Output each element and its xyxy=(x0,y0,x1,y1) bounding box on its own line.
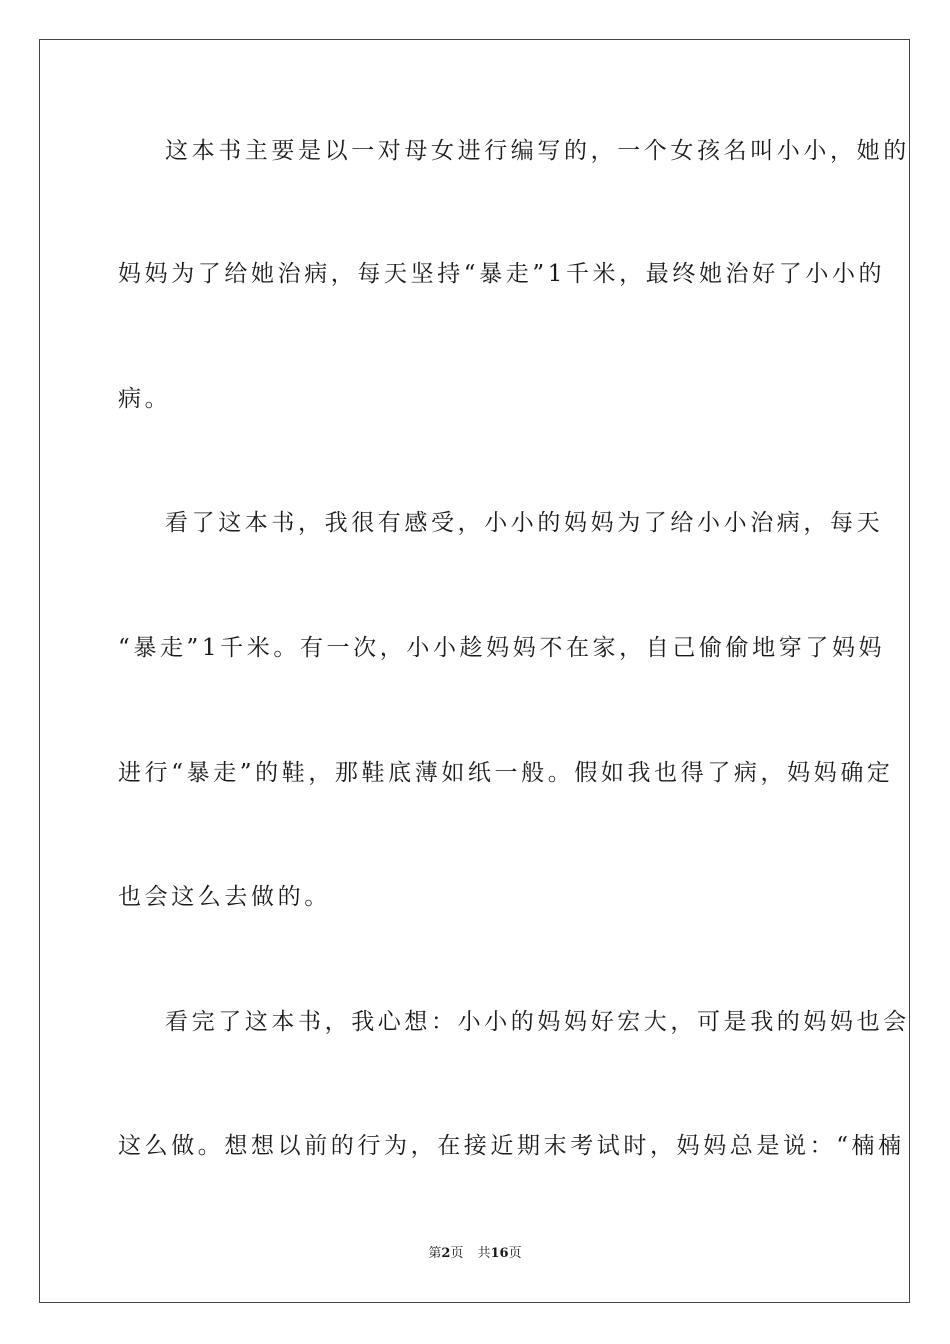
paragraph-1-line-3: 病。 xyxy=(118,386,172,412)
footer-total-prefix: 共 xyxy=(477,1246,491,1261)
footer-page-prefix: 第 xyxy=(428,1246,442,1261)
paragraph-3-line-2: 这么做。想想以前的行为，在接近期末考试时，妈妈总是说：“楠楠 xyxy=(118,1133,905,1159)
footer-total-pages: 16 xyxy=(490,1246,509,1261)
paragraph-2-line-2: “暴走”1千米。有一次，小小趁妈妈不在家，自己偷偷地穿了妈妈 xyxy=(118,635,886,661)
page-footer xyxy=(0,1245,950,1263)
paragraph-2-line-3: 进行“暴走”的鞋，那鞋底薄如纸一般。假如我也得了病，妈妈确定 xyxy=(118,760,894,786)
paragraph-1-line-2: 妈妈为了给她治病，每天坚持“暴走”1千米，最终她治好了小小的 xyxy=(118,261,886,287)
paragraph-2-line-1: 看了这本书，我很有感受，小小的妈妈为了给小小治病，每天 xyxy=(165,510,884,536)
footer-page-suffix: 页 xyxy=(450,1246,464,1261)
paragraph-2-line-4: 也会这么去做的。 xyxy=(118,884,331,910)
footer-page-number: 2 xyxy=(441,1246,451,1261)
paragraph-1-line-1: 这本书主要是以一对母女进行编写的，一个女孩名叫小小，她的 xyxy=(165,138,910,164)
page-border xyxy=(39,39,910,1303)
footer-total-suffix: 页 xyxy=(508,1246,522,1261)
paragraph-3-line-1: 看完了这本书，我心想：小小的妈妈好宏大，可是我的妈妈也会 xyxy=(165,1009,910,1035)
